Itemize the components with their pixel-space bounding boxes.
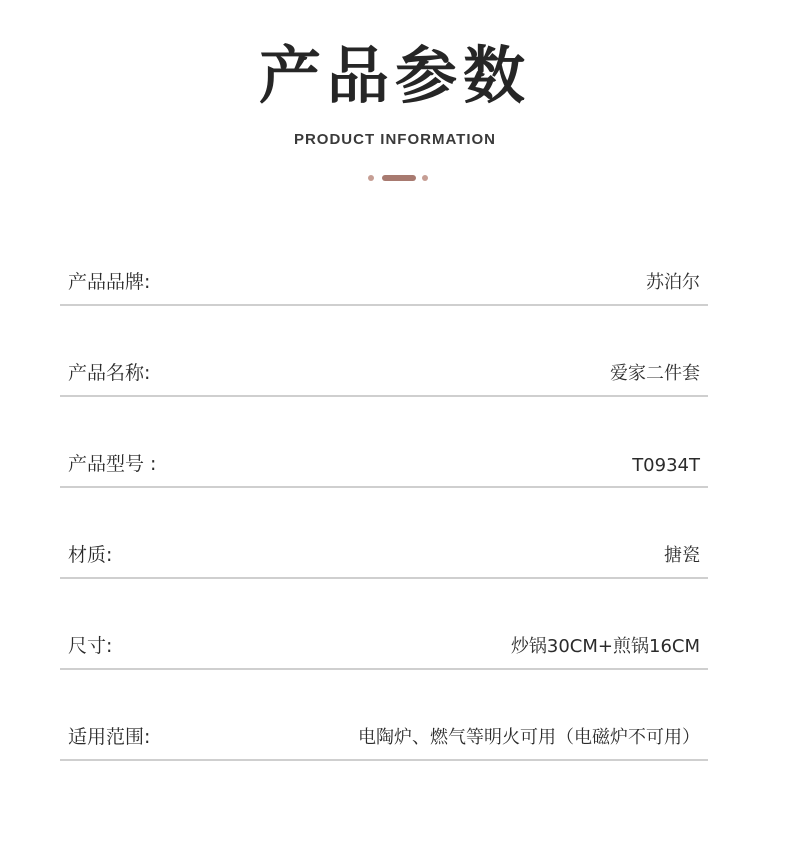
param-value: T0934T: [632, 455, 700, 476]
param-label: 适用范围:: [68, 726, 151, 748]
param-value: 电陶炉、燃气等明火可用（电磁炉不可用）: [358, 727, 700, 748]
param-row-material: [60, 488, 708, 579]
param-label: 产品品牌:: [68, 271, 151, 293]
ornament-bar: [382, 175, 416, 181]
page-title: 产品参数: [258, 39, 531, 112]
param-label: 材质:: [68, 544, 113, 566]
param-value: 炒锅30CM+煎锅16CM: [510, 636, 700, 657]
title-ornament: [368, 174, 428, 182]
ornament-dot-right: [422, 175, 428, 181]
param-value: 苏泊尔: [646, 272, 700, 293]
page-subtitle: PRODUCT INFORMATION: [293, 131, 497, 148]
param-value: 搪瓷: [664, 545, 700, 566]
parameter-list: [60, 240, 708, 761]
param-row-model: [60, 397, 708, 488]
param-value: 爱家二件套: [610, 363, 700, 384]
param-row-usage: [60, 670, 708, 761]
param-row-brand: [60, 240, 708, 306]
param-label: 产品名称:: [68, 362, 151, 384]
header: [0, 0, 790, 200]
param-row-size: [60, 579, 708, 670]
param-label: 尺寸:: [68, 635, 113, 657]
ornament-dot-left: [368, 175, 374, 181]
param-label: 产品型号 :: [68, 453, 157, 475]
param-row-name: [60, 306, 708, 397]
